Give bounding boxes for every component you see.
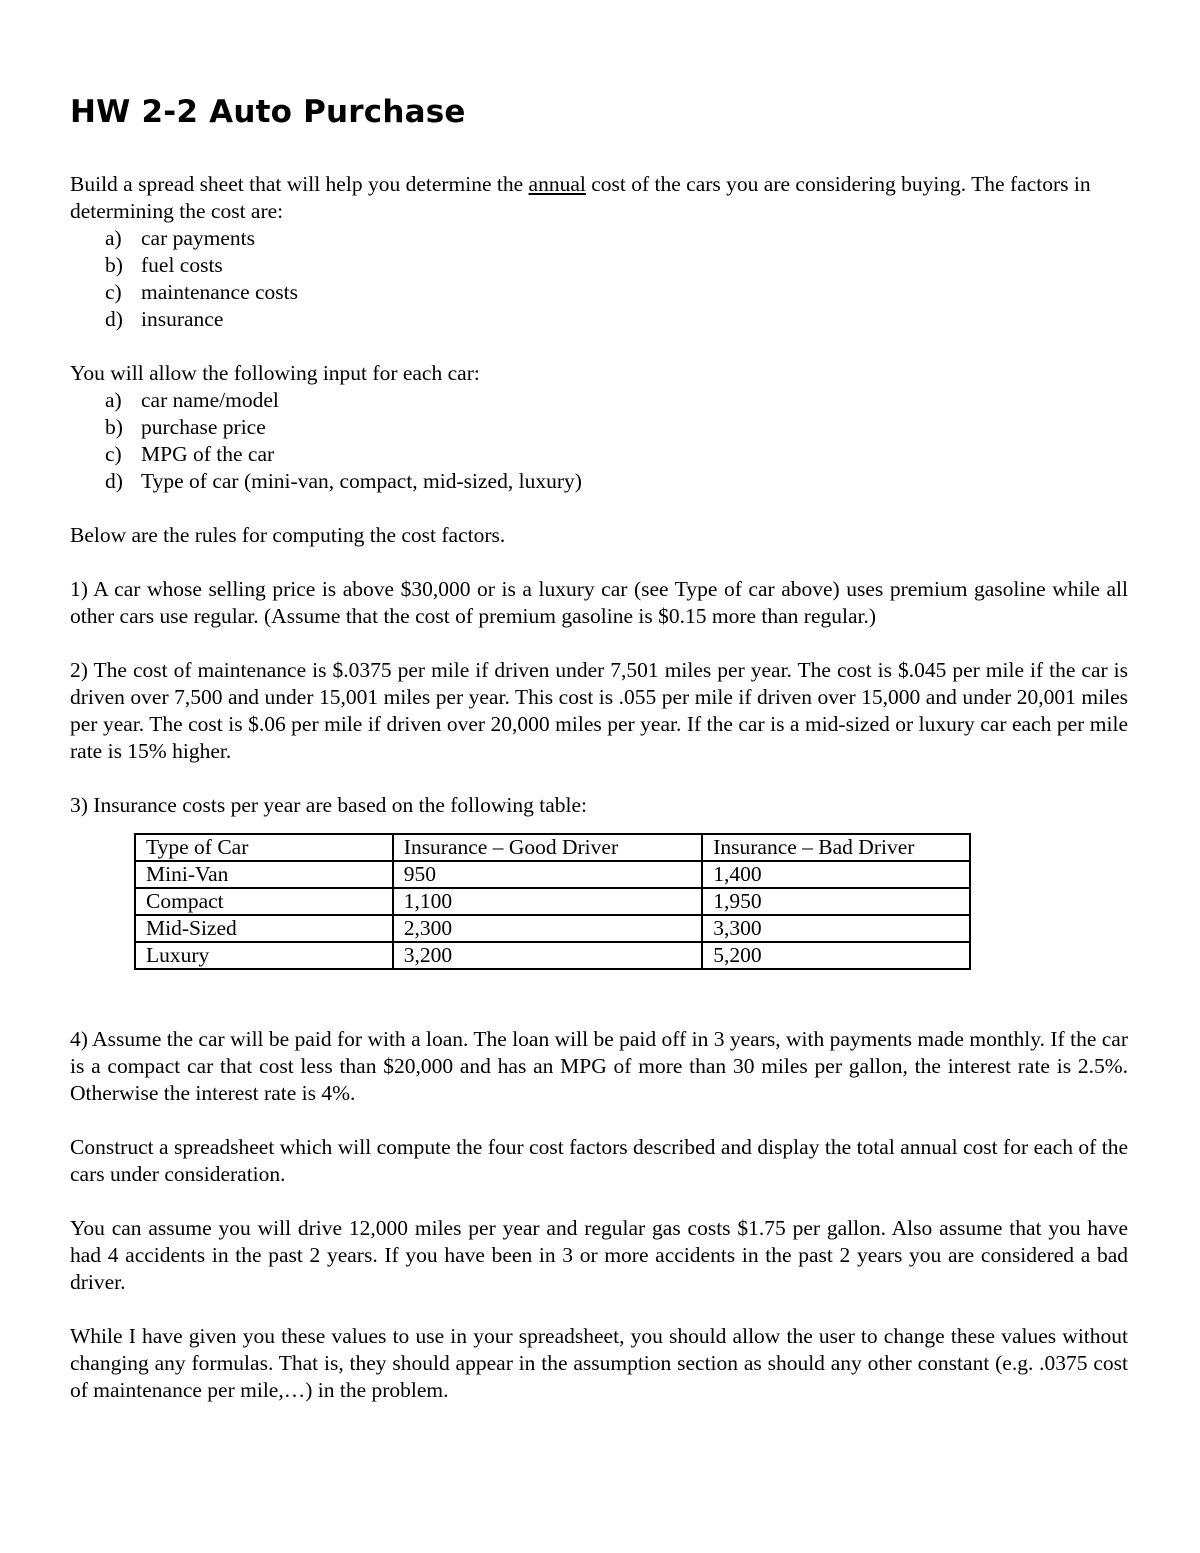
list-marker: d) [105, 469, 123, 493]
table-header-cell: Type of Car [135, 834, 393, 861]
table-header-row [135, 834, 970, 861]
list-marker: b) [105, 253, 123, 277]
list-item [70, 279, 1128, 306]
assumptions-paragraph: You can assume you will drive 12,000 miles per year and regular gas costs $1.75 per gallon. Also assume that you have had 4 accidents in the past 2 years. If you have been in 3 or more accidents in the past 2 years you are considered a bad driver. [70, 1216, 1128, 1294]
closing-paragraph: While I have given you these values to use in your spreadsheet, you should allow the user to change these values without changing any formulas. That is, they should appear in the assumption section as should any other constant (e.g. .0375 cost of maintenance per mile,…) in the problem. [70, 1324, 1128, 1402]
list-marker: b) [105, 415, 123, 439]
list-item-text: insurance [141, 307, 224, 331]
list-marker: d) [105, 307, 123, 331]
input-intro: You will allow the following input for each car: [70, 361, 480, 385]
list-item-text: purchase price [141, 415, 266, 439]
table-cell: 5,200 [702, 942, 970, 969]
list-marker: a) [105, 226, 122, 250]
list-marker: c) [105, 442, 122, 466]
list-item [70, 387, 1128, 414]
list-item [70, 252, 1128, 279]
table-header-cell: Insurance – Good Driver [393, 834, 702, 861]
document-title: HW 2-2 Auto Purchase [70, 94, 466, 130]
table-row [135, 888, 970, 915]
list-item-text: fuel costs [141, 253, 223, 277]
table-cell: Luxury [135, 942, 393, 969]
cost-factors-list [70, 225, 1128, 333]
list-item-text: MPG of the car [141, 442, 275, 466]
table-cell: 1,400 [702, 861, 970, 888]
inputs-list [70, 387, 1128, 495]
table-header-cell: Insurance – Bad Driver [702, 834, 970, 861]
list-item-text: car name/model [141, 388, 279, 412]
document-page [70, 93, 1128, 1404]
table-row [135, 915, 970, 942]
intro-underlined-word: annual [528, 172, 586, 196]
table-cell: 3,300 [702, 915, 970, 942]
table-cell: Mid-Sized [135, 915, 393, 942]
rule-2: 2) The cost of maintenance is $.0375 per mile if driven under 7,501 miles per year. The cost is $.045 per mile if the car is driven over 7,500 and under 15,001 miles per year. This cost is .055 per mile if driven over 15,000 and under 20,001 miles per year. The cost is $.06 per mile if driven over 20,000 miles per year. If the car is a mid-sized or luxury car each per mile rate is 15% higher. [70, 658, 1128, 763]
table-row [135, 942, 970, 969]
table-cell: Mini-Van [135, 861, 393, 888]
list-item [70, 414, 1128, 441]
intro-text-start: Build a spread sheet that will help you determine the [70, 172, 529, 196]
list-item [70, 225, 1128, 252]
rule-3: 3) Insurance costs per year are based on the following table: [70, 793, 587, 817]
list-item-text: car payments [141, 226, 256, 250]
list-item [70, 441, 1128, 468]
rule-4: 4) Assume the car will be paid for with a loan. The loan will be paid off in 3 years, with payments made monthly. If the car is a compact car that cost less than $20,000 and has an MPG of more than 30 miles per gallon, the interest rate is 2.5%. Otherwise the interest rate is 4%. [70, 1027, 1128, 1105]
table-cell: 950 [393, 861, 702, 888]
list-item-text: maintenance costs [141, 280, 299, 304]
list-item-text: Type of car (mini-van, compact, mid-sized, luxury) [141, 469, 582, 493]
table-cell: 1,950 [702, 888, 970, 915]
list-marker: c) [105, 280, 122, 304]
list-item [70, 468, 1128, 495]
rule-1: 1) A car whose selling price is above $30,000 or is a luxury car (see Type of car above) uses premium gasoline while all other cars use regular. (Assume that the cost of premium gasoline is $0.15 more than regular.) [70, 577, 1128, 628]
insurance-table [134, 833, 971, 970]
table-row [135, 861, 970, 888]
list-item [70, 306, 1128, 333]
table-cell: Compact [135, 888, 393, 915]
intro-paragraph [70, 171, 1128, 225]
table-cell: 2,300 [393, 915, 702, 942]
construct-paragraph: Construct a spreadsheet which will compute the four cost factors described and display the total annual cost for each of the cars under consideration. [70, 1135, 1128, 1186]
table-cell: 1,100 [393, 888, 702, 915]
rules-intro: Below are the rules for computing the cost factors. [70, 523, 506, 547]
table-cell: 3,200 [393, 942, 702, 969]
intro-text-end: cost of the cars you are considering buying. The factors in determining the cost are: [70, 172, 1091, 223]
list-marker: a) [105, 388, 122, 412]
